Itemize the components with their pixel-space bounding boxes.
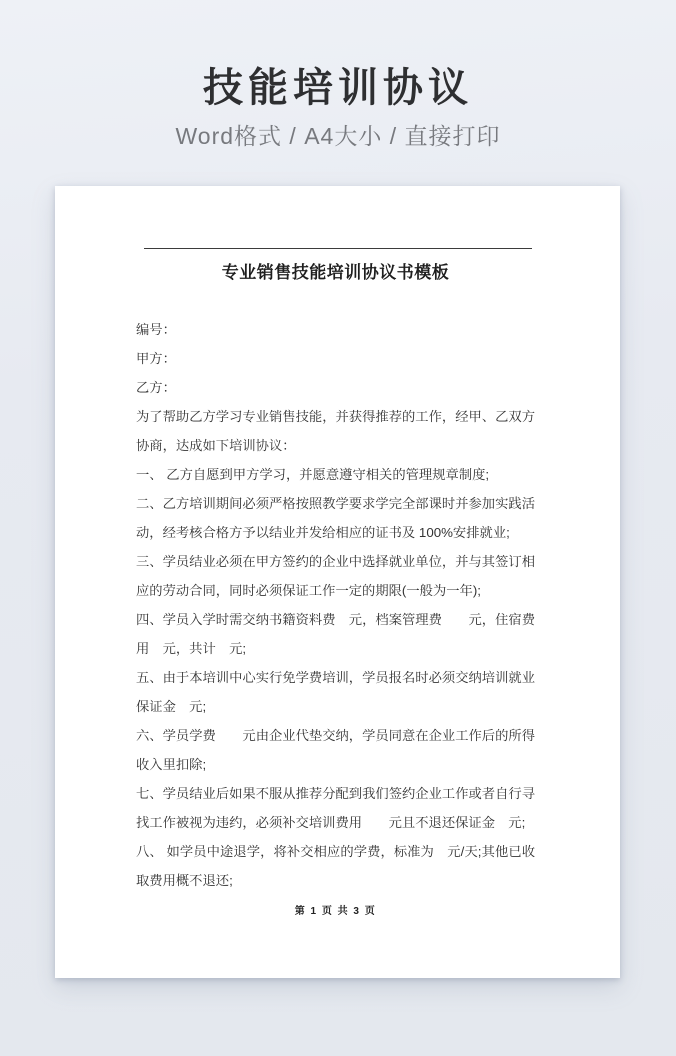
clause-1: 一、 乙方自愿到甲方学习，并愿意遵守相关的管理规章制度; (136, 467, 490, 482)
document-content (136, 186, 535, 919)
clause-7: 七、学员结业后如果不服从推荐分配到我们签约企业工作或者自行寻找工作被视为违约，必须补交培训费用 元且不退还保证金 元; (136, 786, 535, 830)
clause-5: 五、由于本培训中心实行免学费培训，学员报名时必须交纳培训就业保证金 元; (136, 670, 535, 714)
page-number-footer: 第 1 页 共 3 页 (294, 906, 377, 917)
clause-6: 六、学员学费 元由企业代垫交纳，学员同意在企业工作后的所得收入里扣除; (136, 728, 535, 772)
header-banner (0, 0, 676, 148)
document-preview-page (55, 186, 620, 978)
clause-2: 二、乙方培训期间必须严格按照教学要求学完全部课时并参加实践活动，经考核合格方予以结业并发给相应的证书及 100%安排就业; (136, 496, 535, 540)
page-title: 技能培训协议 (203, 66, 473, 110)
document-title: 专业销售技能培训协议书模板 (221, 263, 450, 282)
field-party-b: 乙方： (136, 380, 176, 395)
divider-line (144, 248, 532, 249)
clause-8: 八、 如学员中途退学，将补交相应的学费，标准为 元/天;其他已收取费用概不退还; (136, 844, 535, 888)
field-number: 编号： (136, 322, 176, 337)
document-body (136, 315, 535, 895)
intro-paragraph: 为了帮助乙方学习专业销售技能，并获得推荐的工作，经甲、乙双方协商，达成如下培训协议： (136, 409, 535, 453)
field-party-a: 甲方： (136, 351, 176, 366)
clause-4: 四、学员入学时需交纳书籍资料费 元，档案管理费 元，住宿费用 元，共计 元; (136, 612, 535, 656)
clause-3: 三、学员结业必须在甲方签约的企业中选择就业单位，并与其签订相应的劳动合同，同时必须保证工作一定的期限(一般为一年); (136, 554, 535, 598)
page-subtitle: Word格式 / A4大小 / 直接打印 (175, 123, 501, 149)
